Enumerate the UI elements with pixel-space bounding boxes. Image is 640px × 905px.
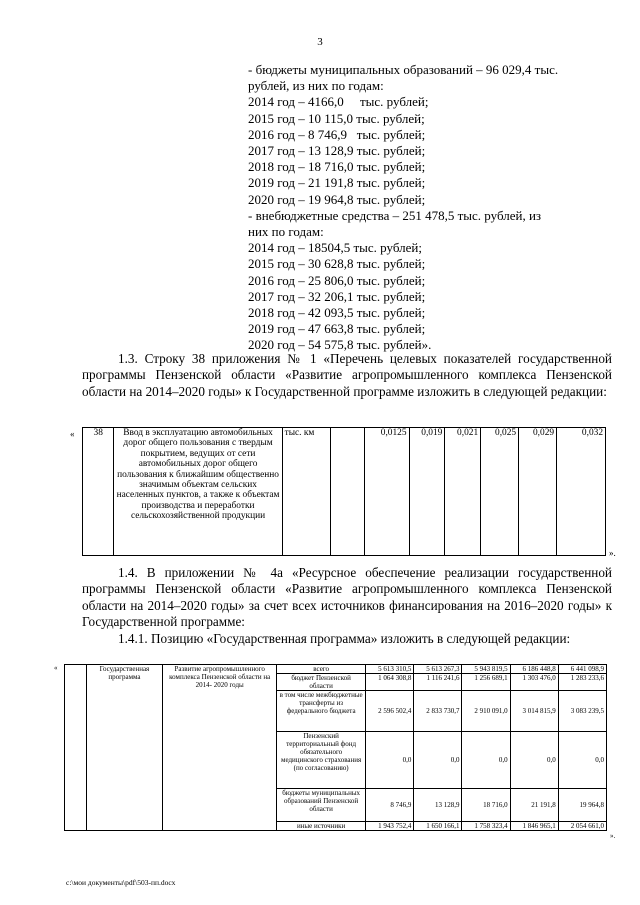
blank-cell [331,428,365,556]
close-quote: ». [610,832,616,840]
source-cell: иные источники [277,822,366,831]
source-cell: всего [277,665,366,674]
value-cell: 19 964,8 [558,789,606,822]
list-item: 2014 год – 4166,0 тыс. рублей; [248,94,429,110]
value-cell: 0,025 [481,428,519,556]
value-cell: 0,0 [462,732,510,789]
paragraph-1-3 [82,351,612,400]
value-cell: 0,029 [519,428,557,556]
value-cell: 2 910 091,0 [462,691,510,732]
extrabudget-header-cont: них по годам: [248,224,324,240]
budget-block [248,62,612,354]
value-cell: 0,0 [366,732,414,789]
list-item: 2019 год – 47 663,8 тыс. рублей; [248,321,426,337]
page-number: 3 [317,36,323,48]
value-cell: 18 716,0 [462,789,510,822]
file-path-footer: c:\мои документы\pdf\503-пп.docx [66,878,176,887]
source-cell: бюджеты муниципальных образований Пензенской области [277,789,366,822]
value-cell: 6 186 448,8 [510,665,558,674]
value-cell: 2 833 730,7 [414,691,462,732]
municipal-years-list [248,94,612,207]
value-cell: 1 943 752,4 [366,822,414,831]
value-cell: 1 303 476,0 [510,674,558,691]
open-quote: « [54,664,58,672]
value-cell: 0,021 [445,428,481,556]
value-cell: 1 758 323,4 [462,822,510,831]
list-item: 2018 год – 18 716,0 тыс. рублей; [248,159,426,175]
list-item: 2015 год – 30 628,8 тыс. рублей; [248,256,426,272]
paragraph-text: 1.4. В приложении № 4а «Ресурсное обеспечение реализации государственной программы Пензенской области «Развитие агропромышленного комплекса Пензенской области на 2014–2020 годы» за счет всех источников финансирования на 2016–2020 годы» к Государственной программе: [82,565,612,630]
program-name-cell: Развитие агропромышленного комплекса Пензенской области на 2014- 2020 годы [163,665,277,831]
row-number: 38 [83,428,114,556]
unit: тыс. км [282,428,331,556]
source-cell: бюджет Пензенской области [277,674,366,691]
source-cell: Пензенский территориальный фонд обязательного медицинского страхования (по согласованию) [277,732,366,789]
paragraph-text: 1.3. Строку 38 приложения № 1 «Перечень целевых показателей государственной программы Пензенской области «Развитие агропромышленного комплекса Пензенской области на 2014–2020 годы» к Государственной программе изложить в следующей редакции: [82,351,612,399]
value-cell: 1 064 308,8 [366,674,414,691]
resource-table [64,664,607,831]
value-cell: 1 116 241,6 [414,674,462,691]
source-cell: в том числе межбюджетные трансферты из федерального бюджета [277,691,366,732]
list-item: 2018 год – 42 093,5 тыс. рублей; [248,305,426,321]
status-cell: Государственная программа [86,665,163,831]
list-item: 2014 год – 18504,5 тыс. рублей; [248,240,422,256]
value-cell: 21 191,8 [510,789,558,822]
paragraph-1-4 [82,565,612,647]
value-cell: 2 596 502,4 [366,691,414,732]
value-cell: 5 613 310,5 [366,665,414,674]
value-cell: 0,0 [510,732,558,789]
value-cell: 3 083 239,5 [558,691,606,732]
list-item: 2016 год – 25 806,0 тыс. рублей; [248,272,426,288]
list-item: 2019 год – 21 191,8 тыс. рублей; [248,175,426,191]
value-cell: 1 650 166,1 [414,822,462,831]
value-cell: 6 441 098,9 [558,665,606,674]
indicator-name: Ввод в эксплуатацию автомобильных дорог общего пользования с твердым покрытием, ведущих от сети автомобильных дорог общего пользования к ближайшим общественно значимым объектам сельских населенных пунктов, а также к объектам производства и переработки сельскохозяйственной продукции [114,428,282,556]
value-cell: 1 256 689,1 [462,674,510,691]
value-cell: 0,019 [409,428,445,556]
list-item: 2020 год – 54 575,8 тыс. рублей». [248,337,432,353]
value-cell: 0,0 [558,732,606,789]
value-cell: 2 054 661,0 [558,822,606,831]
value-cell: 0,0 [414,732,462,789]
value-cell: 13 128,9 [414,789,462,822]
value-cell: 3 014 815,9 [510,691,558,732]
extrabudget-years-list [248,240,612,353]
list-item: 2016 год – 8 746,9 тыс. рублей; [248,126,426,142]
value-cell: 0,0125 [365,428,409,556]
municipal-header-cont: рублей, из них по годам: [248,78,384,94]
indicator-table [82,427,606,556]
open-quote: « [70,429,75,439]
empty-cell [65,665,87,831]
value-cell: 8 746,9 [366,789,414,822]
value-cell: 1 846 965,1 [510,822,558,831]
paragraph-1-4-1: 1.4.1. Позицию «Государственная программа» изложить в следующей редакции: [118,630,571,646]
table-row [65,665,607,674]
value-cell: 5 943 819,5 [462,665,510,674]
list-item: 2017 год – 13 128,9 тыс. рублей; [248,143,426,159]
value-cell: 5 613 267,3 [414,665,462,674]
list-item: 2017 год – 32 206,1 тыс. рублей; [248,288,426,304]
table-row [83,428,606,556]
close-quote: ». [609,548,616,558]
list-item: 2020 год – 19 964,8 тыс. рублей; [248,191,426,207]
value-cell: 0,032 [557,428,606,556]
list-item: 2015 год – 10 115,0 тыс. рублей; [248,110,425,126]
value-cell: 1 283 233,6 [558,674,606,691]
extrabudget-header: - внебюджетные средства – 251 478,5 тыс. рублей, из [248,207,542,223]
municipal-header: - бюджеты муниципальных образований – 96 029,4 тыс. [248,62,559,77]
